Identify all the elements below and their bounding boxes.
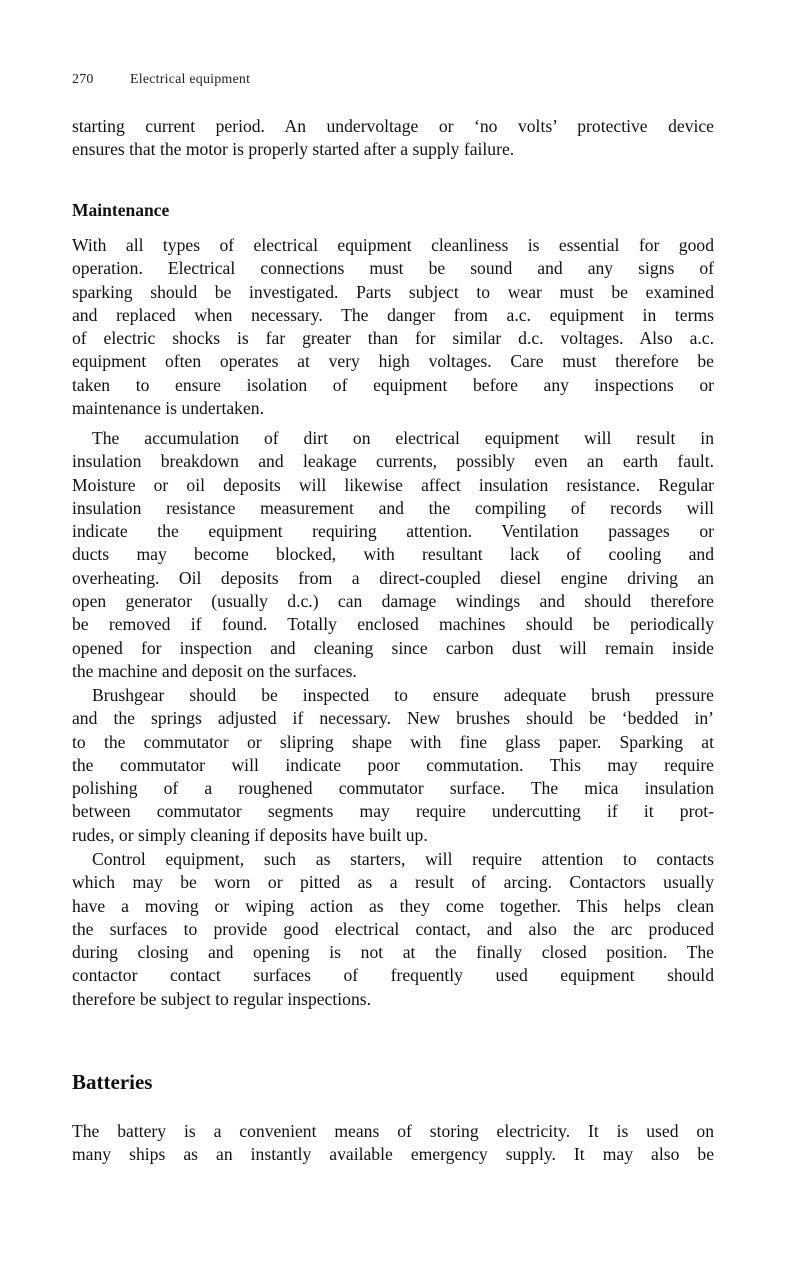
- text-line: be removed if found. Totally enclosed machines should be periodically: [72, 614, 714, 635]
- text-line: sparking should be investigated. Parts subject to wear must be examined: [72, 281, 714, 302]
- text-line: insulation resistance measurement and the compiling of records will: [72, 497, 714, 518]
- text-line: The battery is a convenient means of storing electricity. It is used on: [72, 1121, 714, 1141]
- text-line: The accumulation of dirt on electrical equipment will result in: [92, 428, 714, 448]
- text-line: the machine and deposit on the surfaces.: [72, 660, 357, 681]
- text-line: therefore be subject to regular inspections.: [72, 988, 371, 1009]
- text-line: starting current period. An undervoltage or ‘no volts’ protective device: [72, 116, 714, 136]
- text-line: operation. Electrical connections must be sound and any signs of: [72, 258, 714, 279]
- section-heading-maintenance: Maintenance: [72, 200, 170, 220]
- text-line: rudes, or simply cleaning if deposits have built up.: [72, 824, 428, 845]
- text-line: ducts may become blocked, with resultant lack of cooling and: [72, 544, 714, 565]
- text-line: contactor contact surfaces of frequently used equipment should: [72, 965, 714, 986]
- intro-paragraph: [72, 115, 714, 162]
- text-line: polishing of a roughened commutator surface. The mica insulation: [72, 778, 714, 799]
- maintenance-paragraph-4: [72, 848, 714, 1011]
- text-line: taken to ensure isolation of equipment before any inspections or: [72, 374, 714, 395]
- text-line: ensures that the motor is properly started after a supply failure.: [72, 139, 515, 160]
- text-line: have a moving or wiping action as they come together. This helps clean: [72, 895, 714, 916]
- text-line: and replaced when necessary. The danger from a.c. equipment in terms: [72, 304, 714, 325]
- text-line: opened for inspection and cleaning since carbon dust will remain inside: [72, 637, 714, 658]
- page-number: 270: [72, 72, 94, 87]
- section-heading-batteries: Batteries: [72, 1070, 153, 1094]
- text-line: overheating. Oil deposits from a direct-coupled diesel engine driving an: [72, 567, 714, 588]
- running-head: [72, 72, 250, 88]
- text-line: equipment often operates at very high voltages. Care must therefore be: [72, 351, 714, 372]
- text-line: many ships as an instantly available emergency supply. It may also be: [72, 1144, 714, 1165]
- text-line: maintenance is undertaken.: [72, 398, 264, 419]
- text-line: during closing and opening is not at the finally closed position. The: [72, 942, 714, 963]
- text-line: Brushgear should be inspected to ensure adequate brush pressure: [92, 685, 714, 705]
- maintenance-paragraph-1: [72, 234, 714, 420]
- text-line: between commutator segments may require undercutting if it prot-: [72, 801, 714, 822]
- text-line: of electric shocks is far greater than for similar d.c. voltages. Also a.c.: [72, 328, 714, 349]
- text-line: indicate the equipment requiring attention. Ventilation passages or: [72, 521, 714, 542]
- chapter-title: Electrical equipment: [130, 72, 251, 87]
- maintenance-paragraph-3: [72, 684, 714, 847]
- text-line: the surfaces to provide good electrical contact, and also the arc produced: [72, 918, 714, 939]
- text-line: Moisture or oil deposits will likewise affect insulation resistance. Regular: [72, 474, 714, 495]
- text-line: to the commutator or slipring shape with fine glass paper. Sparking at: [72, 731, 714, 752]
- text-line: and the springs adjusted if necessary. New brushes should be ‘bedded in’: [72, 708, 714, 729]
- batteries-paragraph-1: [72, 1120, 714, 1167]
- text-line: With all types of electrical equipment cleanliness is essential for good: [72, 235, 714, 255]
- text-line: which may be worn or pitted as a result of arcing. Contactors usually: [72, 872, 714, 893]
- maintenance-paragraph-2: [72, 427, 714, 683]
- text-line: insulation breakdown and leakage currents, possibly even an earth fault.: [72, 451, 714, 472]
- text-line: the commutator will indicate poor commutation. This may require: [72, 754, 714, 775]
- text-line: Control equipment, such as starters, will require attention to contacts: [92, 849, 714, 869]
- text-line: open generator (usually d.c.) can damage windings and should therefore: [72, 591, 714, 612]
